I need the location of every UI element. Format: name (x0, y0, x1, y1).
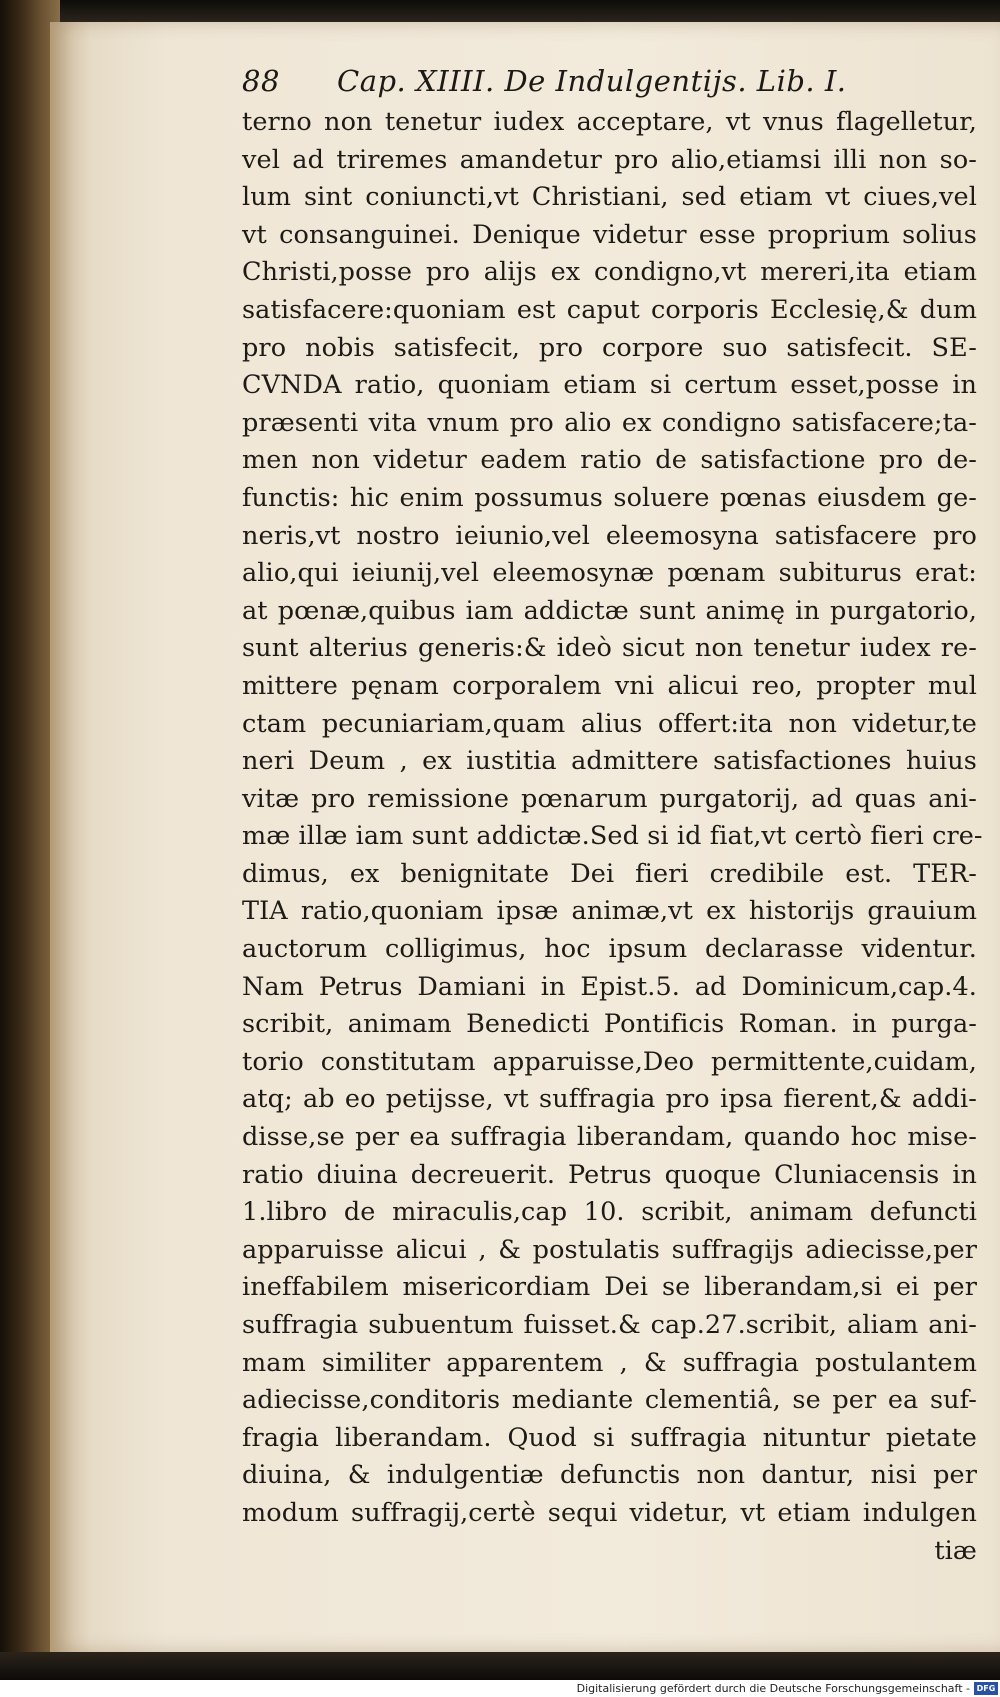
text-line: tiæ (934, 1535, 977, 1566)
footer-bar (0, 1680, 1000, 1697)
text-line: terno non tenetur iudex acceptare, vt vnus flagelletur, (242, 107, 977, 137)
text-line: functis: hic enim possumus soluere pœnas eiusdem ge- (242, 482, 977, 513)
running-header (242, 60, 977, 110)
text-line: ctam pecuniariam,quam alius offert:ita non videtur,te (242, 708, 977, 739)
dfg-logo: DFG (974, 1682, 998, 1695)
funding-credit: Digitalisierung gefördert durch die Deutsche Forschungsgemeinschaft - (576, 1682, 970, 1695)
text-line: vitæ pro remissione pœnarum purgatorij, ad quas ani- (242, 783, 977, 814)
text-line: pro nobis satisfecit, pro corpore suo satisfecit. SE- (242, 332, 977, 363)
text-line: disse,se per ea suffragia liberandam, quando hoc mise- (242, 1122, 977, 1153)
text-line: CVNDA ratio, quoniam etiam si certum esset,posse in (242, 370, 977, 401)
text-line: neris,vt nostro ieiunio,vel eleemosyna satisfacere pro (242, 520, 977, 551)
text-line: adiecisse,conditoris mediante clementiâ, se per ea suf- (242, 1385, 977, 1416)
text-line: mam similiter apparentem , & suffragia postulantem (242, 1347, 977, 1378)
text-line: satisfacere:quoniam est caput corporis Ecclesię,& dum (242, 294, 977, 325)
text-line: at pœnæ,quibus iam addictæ sunt animę in purgatorio, (242, 595, 977, 626)
text-line: fragia liberandam. Quod si suffragia nituntur pietate (242, 1422, 977, 1453)
text-line: Christi,posse pro alijs ex condigno,vt mereri,ita etiam (242, 257, 977, 288)
book-top-edge (0, 0, 1000, 22)
page-number: 88 (242, 64, 280, 98)
text-line: vel ad triremes amandetur pro alio,etiamsi illi non so- (242, 144, 977, 175)
text-line: men non videtur eadem ratio de satisfactione pro de- (242, 445, 977, 476)
text-line: lum sint coniuncti,vt Christiani, sed etiam vt ciues,vel (242, 182, 977, 213)
text-line: diuina, & indulgentiæ defunctis non dantur, nisi per (242, 1460, 977, 1491)
text-line: scribit, animam Benedicti Pontificis Roman. in purga- (242, 1009, 977, 1040)
text-line: sunt alterius generis:& ideò sicut non tenetur iudex re- (242, 633, 977, 664)
text-line: Nam Petrus Damiani in Epist.5. ad Dominicum,cap.4. (242, 971, 977, 1002)
text-line: dimus, ex benignitate Dei fieri credibile est. TER- (242, 858, 977, 889)
text-line: TIA ratio,quoniam ipsæ animæ,vt ex historijs grauium (242, 896, 977, 927)
text-line: præsenti vita vnum pro alio ex condigno satisfacere;ta- (242, 407, 977, 438)
running-title: Cap. XIIII. De Indulgentijs. Lib. I. (337, 64, 847, 98)
text-line: alio,qui ieiunij,vel eleemosynæ pœnam subiturus erat: (242, 558, 977, 589)
text-line: auctorum colligimus, hoc ipsum declarasse videntur. (242, 934, 977, 965)
text-line: ratio diuina decreuerit. Petrus quoque Cluniacensis in (242, 1159, 977, 1190)
text-line: vt consanguinei. Denique videtur esse proprium solius (242, 219, 977, 250)
text-line: apparuisse alicui , & postulatis suffragijs adiecisse,per (242, 1234, 977, 1265)
text-line: neri Deum , ex iustitia admittere satisfactiones huius (242, 746, 977, 777)
text-line: mæ illæ iam sunt addictæ.Sed si id fiat,vt certò fieri cre- (242, 821, 983, 852)
text-line: modum suffragij,certè sequi videtur, vt etiam indulgen (242, 1497, 977, 1528)
book-bottom-edge (0, 1652, 1000, 1680)
text-line: atq; ab eo petijsse, vt suffragia pro ipsa fierent,& addi- (242, 1084, 977, 1115)
text-line: torio constitutam apparuisse,Deo permittente,cuidam, (242, 1046, 977, 1077)
text-line: 1.libro de miraculis,cap 10. scribit, animam defuncti (242, 1197, 977, 1228)
text-line: mittere pęnam corporalem vni alicui reo, propter mul (242, 670, 977, 701)
text-line: suffragia subuentum fuisset.& cap.27.scribit, aliam ani- (242, 1310, 977, 1340)
text-line: ineffabilem misericordiam Dei se liberandam,si ei per (242, 1272, 977, 1303)
body-text (242, 104, 983, 1570)
